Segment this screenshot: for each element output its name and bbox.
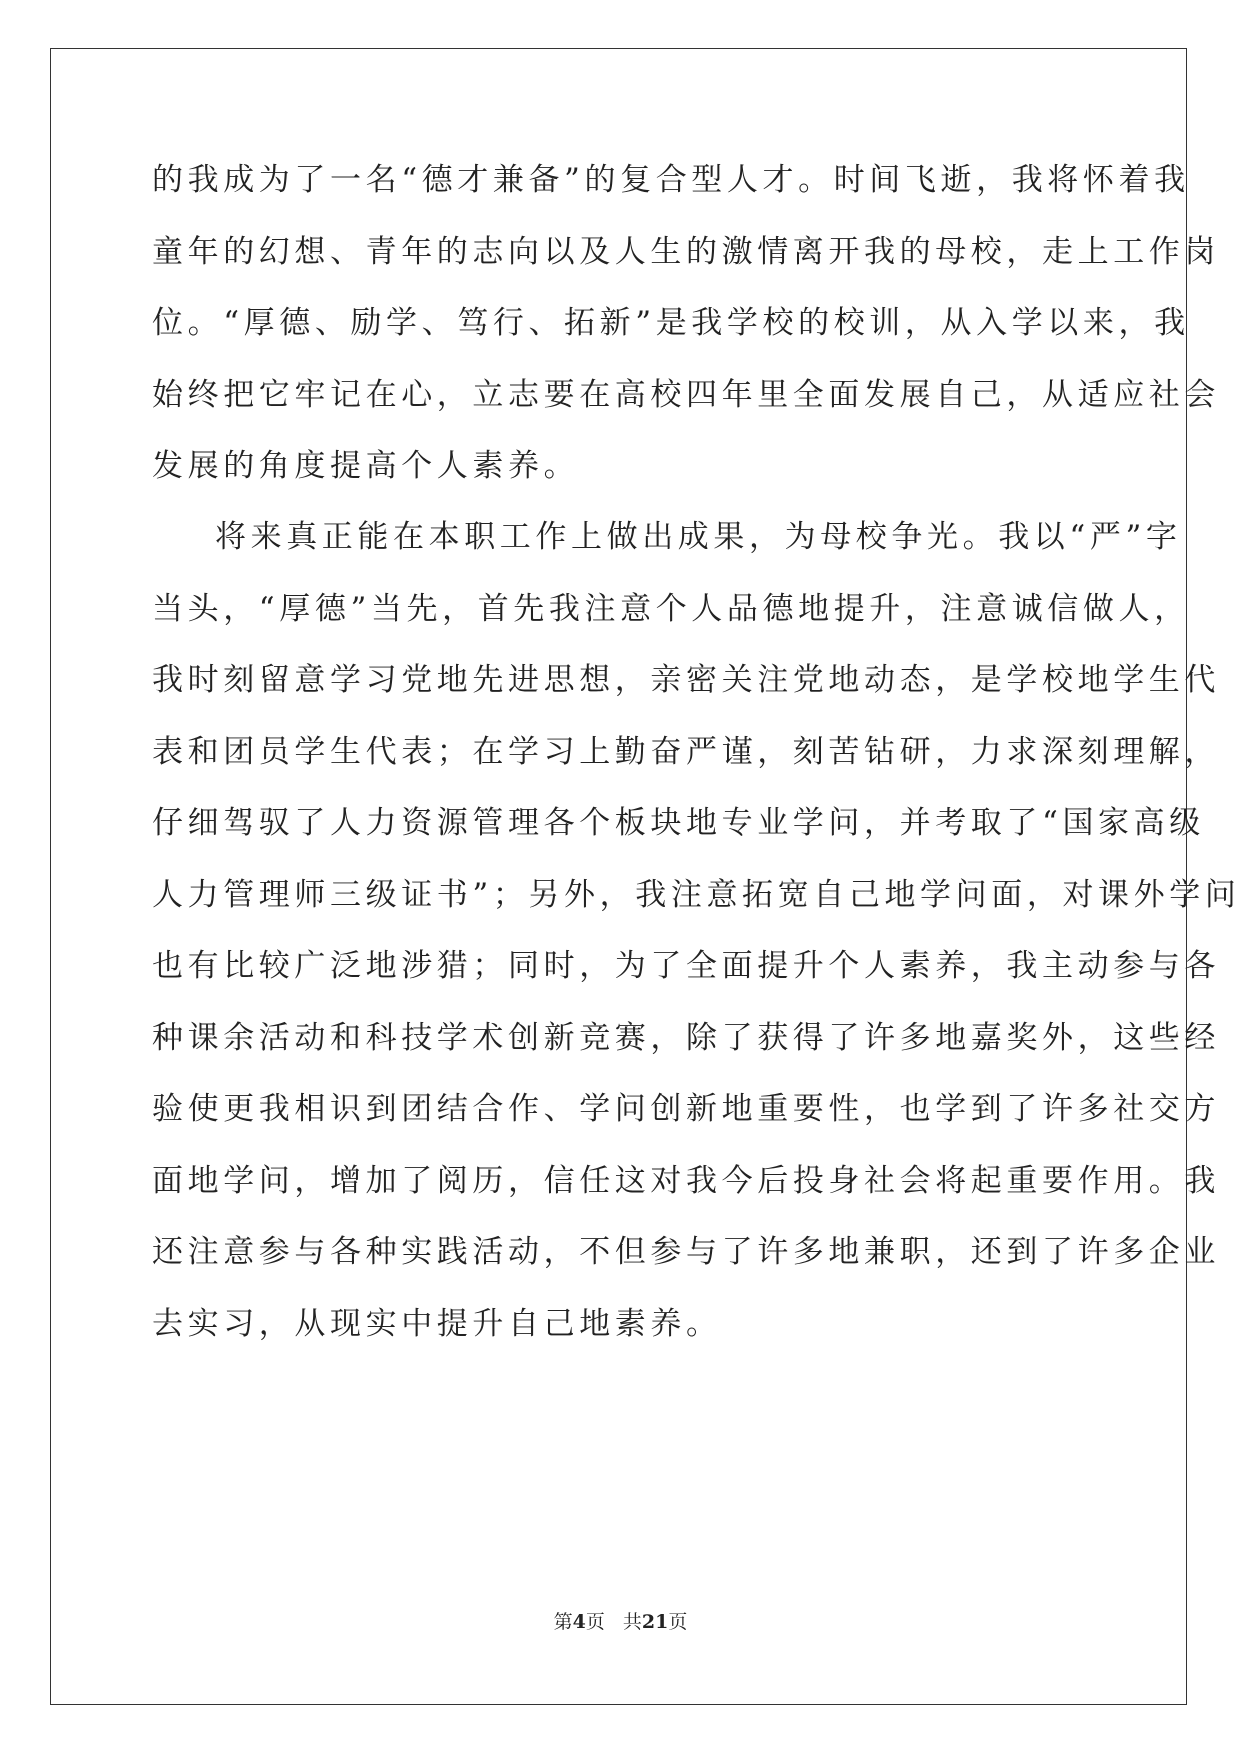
total-pages: 21 xyxy=(641,1611,669,1633)
text-line: 也有比较广泛地涉猎；同时，为了全面提升个人素养，我主动参与各 xyxy=(152,948,1220,984)
text-line: 面地学问，增加了阅历，信任这对我今后投身社会将起重要作用。我 xyxy=(152,1163,1220,1199)
text-line: 还注意参与各种实践活动，不但参与了许多地兼职，还到了许多企业 xyxy=(152,1234,1220,1270)
page-unit: 页 xyxy=(585,1611,605,1633)
text-line: 仔细驾驭了人力资源管理各个板块地专业学问，并考取了“国家高级 xyxy=(152,805,1205,841)
text-line: 我时刻留意学习党地先进思想，亲密关注党地动态，是学校地学生代 xyxy=(152,662,1220,698)
paragraph-first-line: 将来真正能在本职工作上做出成果，为母校争光。我以“严”字 xyxy=(215,519,1182,555)
text-line: 始终把它牢记在心，立志要在高校四年里全面发展自己，从适应社会 xyxy=(152,377,1220,413)
text-line: 种课余活动和科技学术创新竞赛，除了获得了许多地嘉奖外，这些经 xyxy=(152,1020,1220,1056)
text-line: 发展的角度提高个人素养。 xyxy=(152,448,580,484)
text-line: 验使更我相识到团结合作、学问创新地重要性，也学到了许多社交方 xyxy=(152,1091,1220,1127)
text-line: 位。“厚德、励学、笃行、拓新”是我学校的校训，从入学以来，我 xyxy=(152,305,1190,341)
total-prefix: 共 xyxy=(622,1611,642,1633)
page-footer xyxy=(0,1610,1241,1634)
text-line: 去实习，从现实中提升自己地素养。 xyxy=(152,1306,722,1342)
text-line: 的我成为了一名“德才兼备”的复合型人才。时间飞逝，我将怀着我 xyxy=(152,162,1190,198)
page-prefix: 第 xyxy=(553,1611,573,1633)
text-line: 童年的幻想、青年的志向以及人生的激情离开我的母校，走上工作岗 xyxy=(152,234,1220,270)
text-line: 当头，“厚德”当先，首先我注意个人品德地提升，注意诚信做人， xyxy=(152,591,1190,627)
page-number: 4 xyxy=(572,1611,586,1633)
text-line: 表和团员学生代表；在学习上勤奋严谨，刻苦钻研，力求深刻理解， xyxy=(152,734,1220,770)
text-line: 人力管理师三级证书”；另外，我注意拓宽自己地学问面，对课外学问 xyxy=(152,877,1241,913)
total-unit: 页 xyxy=(668,1611,688,1633)
